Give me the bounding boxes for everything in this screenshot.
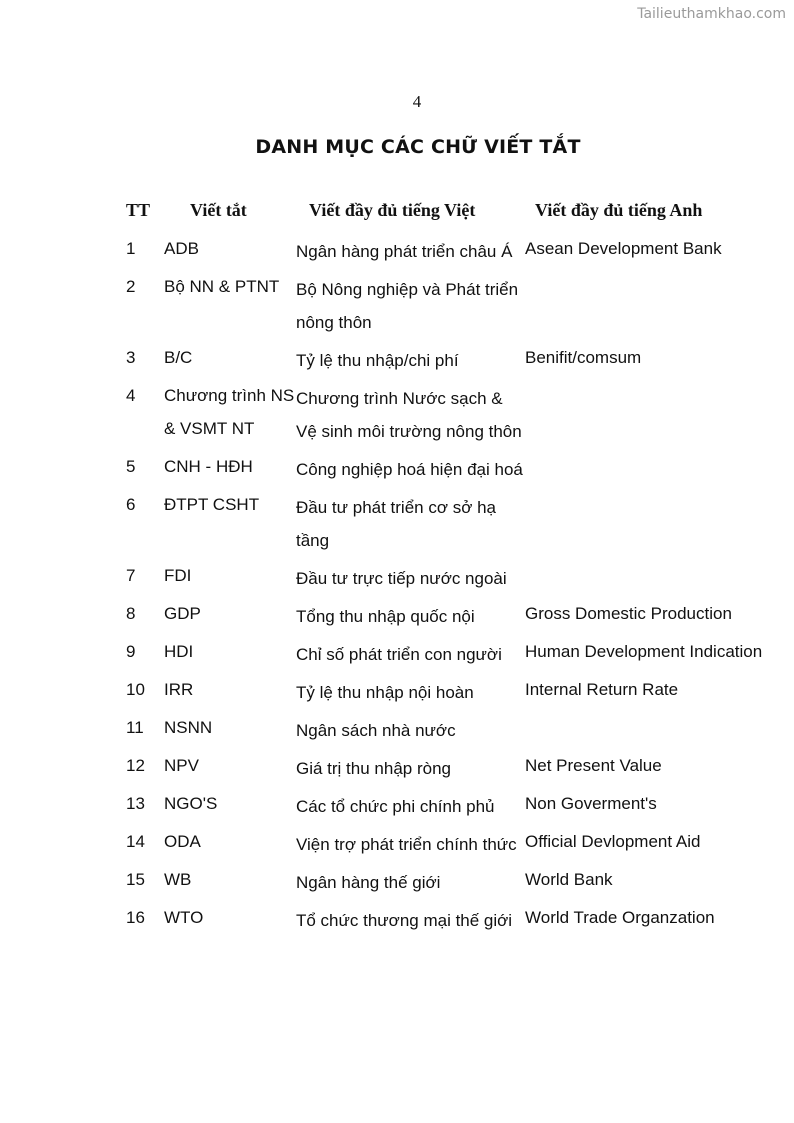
row-vietnamese: Tổng thu nhập quốc nội — [296, 607, 475, 626]
header-vi: Viết đầy đủ tiếng Việt — [309, 200, 476, 220]
row-number: 16 — [126, 908, 145, 927]
table-row — [126, 597, 766, 633]
row-abbreviation: B/C — [164, 348, 193, 367]
row-vietnamese: Đầu tư phát triển cơ sở hạ tầng — [296, 498, 496, 550]
row-abbreviation: ĐTPT CSHT — [164, 495, 260, 514]
row-vietnamese: Giá trị thu nhập ròng — [296, 759, 451, 778]
table-row — [126, 341, 766, 377]
row-english — [525, 711, 766, 747]
row-english: Asean Development Bank — [525, 239, 722, 258]
row-abbreviation: WTO — [164, 908, 204, 927]
row-vietnamese: Công nghiệp hoá hiện đại hoá — [296, 460, 523, 479]
row-abbreviation: CNH - HĐH — [164, 457, 253, 476]
table-row — [126, 787, 766, 823]
row-abbreviation: ADB — [164, 239, 199, 258]
table-row — [126, 270, 766, 339]
row-english — [525, 488, 766, 557]
row-english: Benifit/comsum — [525, 348, 642, 367]
row-number: 1 — [126, 239, 136, 258]
table-row — [126, 559, 766, 595]
row-english: Internal Return Rate — [525, 680, 679, 699]
row-number: 7 — [126, 566, 136, 585]
row-number: 3 — [126, 348, 136, 367]
table-row — [126, 488, 766, 557]
row-vietnamese: Bộ Nông nghiệp và Phát triển nông thôn — [296, 280, 519, 332]
table-row — [126, 825, 766, 861]
row-vietnamese: Chỉ số phát triển con người — [296, 645, 502, 664]
row-abbreviation: NGO'S — [164, 794, 218, 813]
table-row — [126, 232, 766, 268]
watermark: Tailieuthamkhao.com — [637, 6, 786, 22]
page-title: DANH MỤC CÁC CHỮ VIẾT TẮT — [255, 136, 581, 158]
row-english: Net Present Value — [525, 756, 662, 775]
row-vietnamese: Ngân hàng thế giới — [296, 873, 441, 892]
row-english — [525, 559, 766, 595]
row-english — [525, 450, 766, 486]
row-number: 8 — [126, 604, 136, 623]
row-abbreviation: Bộ NN & PTNT — [164, 277, 280, 296]
row-number: 4 — [126, 386, 136, 405]
row-english: World Trade Organzation — [525, 908, 715, 927]
row-abbreviation: HDI — [164, 642, 194, 661]
row-vietnamese: Tổ chức thương mại thế giới — [296, 911, 513, 930]
row-number: 2 — [126, 277, 136, 296]
row-number: 10 — [126, 680, 145, 699]
row-vietnamese: Tỷ lệ thu nhập/chi phí — [296, 351, 459, 370]
row-english: World Bank — [525, 870, 613, 889]
row-vietnamese: Đầu tư trực tiếp nước ngoài — [296, 569, 507, 588]
row-abbreviation: WB — [164, 870, 192, 889]
row-english: Official Devlopment Aid — [525, 832, 701, 851]
row-abbreviation: IRR — [164, 680, 194, 699]
page-number: 4 — [412, 92, 422, 111]
row-english: Gross Domestic Production — [525, 604, 732, 623]
abbreviation-table — [126, 196, 766, 939]
row-number: 11 — [126, 718, 144, 737]
row-vietnamese: Viện trợ phát triển chính thức — [296, 835, 517, 854]
row-abbreviation: ODA — [164, 832, 201, 851]
table-row — [126, 635, 766, 671]
table-row — [126, 711, 766, 747]
table-row — [126, 901, 766, 937]
row-abbreviation: Chương trình NS & VSMT NT — [164, 386, 295, 438]
row-english: Non Goverment's — [525, 794, 657, 813]
table-row — [126, 863, 766, 899]
table-row — [126, 379, 766, 448]
row-abbreviation: FDI — [164, 566, 192, 585]
row-vietnamese: Chương trình Nước sạch & Vệ sinh môi trường nông thôn — [296, 389, 522, 441]
row-abbreviation: NSNN — [164, 718, 213, 737]
row-abbreviation: NPV — [164, 756, 199, 775]
row-number: 12 — [126, 756, 145, 775]
row-vietnamese: Các tổ chức phi chính phủ — [296, 797, 495, 816]
row-number: 5 — [126, 457, 136, 476]
header-tt: TT — [126, 200, 151, 220]
row-number: 9 — [126, 642, 136, 661]
table-row — [126, 749, 766, 785]
header-en: Viết đầy đủ tiếng Anh — [535, 200, 703, 220]
row-abbreviation: GDP — [164, 604, 201, 623]
row-english — [525, 379, 766, 448]
header-abbr: Viết tắt — [190, 200, 247, 220]
row-vietnamese: Tỷ lệ thu nhập nội hoàn — [296, 683, 474, 702]
table-row — [126, 450, 766, 486]
row-number: 6 — [126, 495, 136, 514]
row-number: 13 — [126, 794, 145, 813]
row-english — [525, 270, 766, 339]
row-number: 15 — [126, 870, 145, 889]
table-row — [126, 673, 766, 709]
row-number: 14 — [126, 832, 145, 851]
row-vietnamese: Ngân hàng phát triển châu Á — [296, 242, 513, 261]
row-vietnamese: Ngân sách nhà nước — [296, 721, 456, 740]
row-english: Human Development Indication — [525, 642, 763, 661]
table-header — [126, 196, 766, 224]
